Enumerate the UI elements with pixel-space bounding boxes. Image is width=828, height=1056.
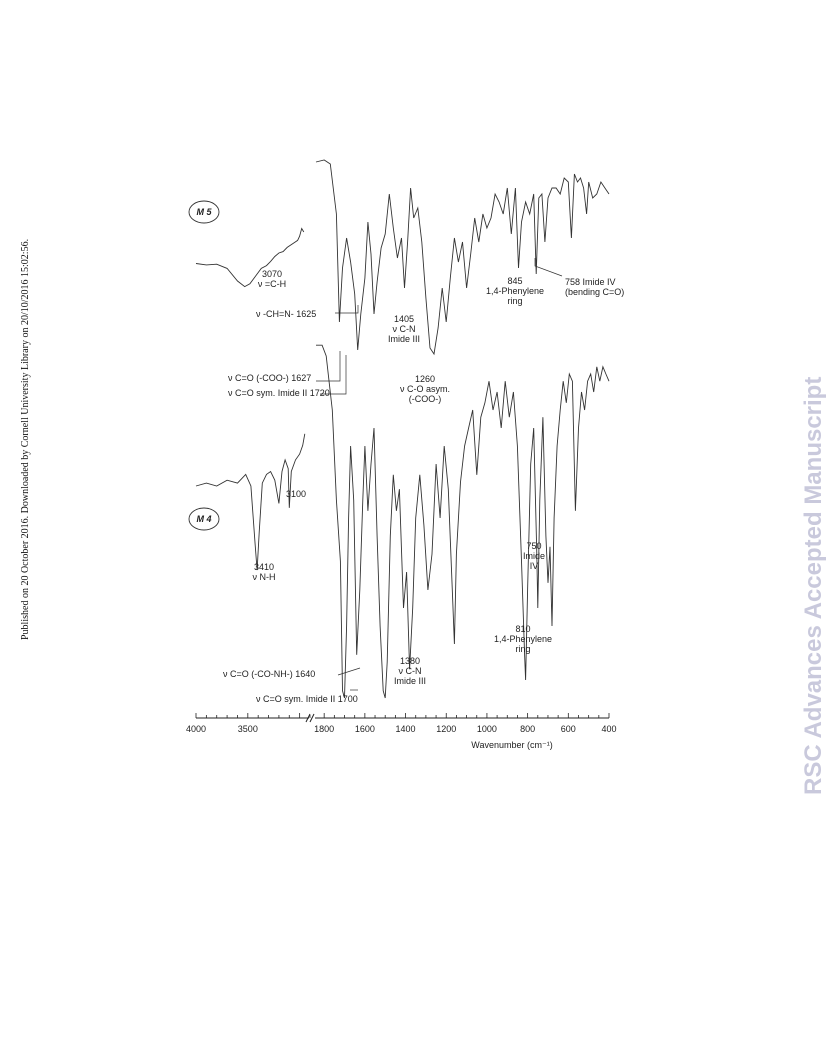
x-tick-label-5: 1200: [436, 724, 457, 734]
annotation-m4-750: 750 Imide IV: [522, 541, 546, 571]
x-tick-label-8: 600: [560, 724, 576, 734]
leader-line-3: [535, 258, 562, 276]
spectrum-line-m5-region2: [316, 160, 609, 354]
annotation-m5-3070: 3070 ν =C-H: [257, 269, 287, 289]
annotation-m4-1380: 1380 ν C-N Imide III: [393, 656, 427, 686]
series-label-m4: [189, 508, 219, 530]
annotation-m4-amide: ν C=O (-CO-NH-) 1640: [223, 669, 316, 679]
peak-annotations: [223, 269, 624, 704]
annotation-m5-1405: 1405 ν C-N Imide III: [387, 314, 421, 344]
svg-text:M 4: M 4: [196, 514, 212, 524]
journal-watermark-text: RSC Advances Accepted Manuscript: [800, 376, 827, 795]
annotation-m4-3100: 3100: [285, 489, 307, 499]
annotation-m4-imide: ν C=O sym. Imide II 1700: [256, 694, 358, 704]
annotation-co-1260: 1260 ν C-O asym. (-COO-): [399, 374, 451, 404]
x-tick-label-3: 1600: [354, 724, 375, 734]
x-tick-label-2: 1800: [314, 724, 335, 734]
spectrum-line-m5-region1: [196, 229, 304, 287]
spectrum-line-m4-region1: [196, 434, 305, 570]
sample-labels: [189, 201, 219, 530]
leader-line-0: [335, 305, 358, 313]
annotation-m5-845: 845 1,4-Phenylene ring: [485, 276, 545, 306]
x-tick-label-9: 400: [601, 724, 617, 734]
svg-text:M 5: M 5: [196, 207, 212, 217]
x-axis-label: Wavenumber (cm⁻¹): [471, 740, 553, 750]
publication-note-text: Published on 20 October 2016. Downloaded by Cornell University Library on 20/10/2016 15:02:56.: [20, 238, 31, 640]
x-axis: [186, 713, 617, 750]
spectra-lines: [196, 160, 609, 698]
annotation-m5-758: 758 Imide IV (bending C=O): [565, 277, 625, 297]
annotation-m5-ch-n: ν -CH=N- 1625: [256, 309, 317, 319]
x-tick-label-4: 1400: [395, 724, 416, 734]
leader-line-4: [338, 668, 360, 675]
x-tick-label-1: 3500: [237, 724, 258, 734]
series-label-m5: [189, 201, 219, 223]
leader-line-1: [316, 351, 340, 381]
spectrum-line-m4-region2: [316, 345, 609, 698]
x-tick-label-7: 800: [520, 724, 536, 734]
x-tick-label-6: 1000: [476, 724, 497, 734]
annotation-m4-810: 810 1,4-Phenylene ring: [493, 624, 553, 654]
annotation-coo-1627: ν C=O (-COO-) 1627: [228, 373, 312, 383]
annotation-imide-1720: ν C=O sym. Imide II 1720: [228, 388, 330, 398]
annotation-m4-3410: 3410 ν N-H: [252, 562, 276, 582]
x-tick-label-0: 4000: [185, 724, 207, 734]
